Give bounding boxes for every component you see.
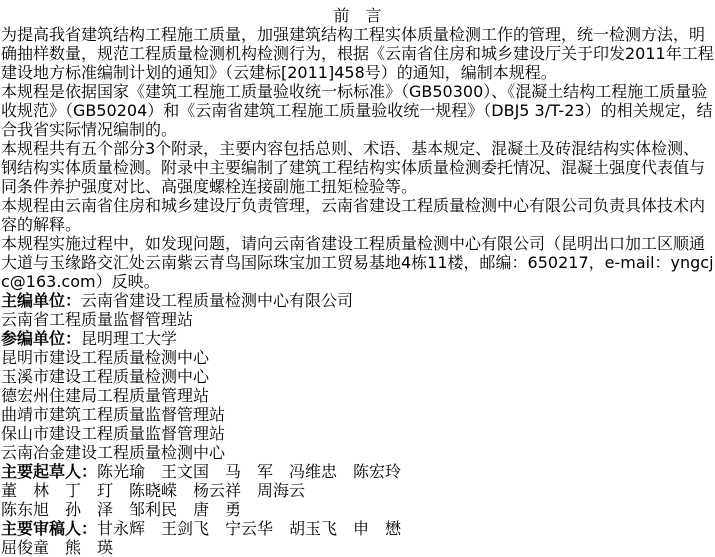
paragraph-basis: 本规程是依据国家《建筑工程施工质量验收统一标标准》（GB50300）、《混凝土结构工程施工质量验收规范》（GB50204）和《云南省建筑工程施工质量验收统一规程》（DBJ5 3/T-23）的相关规定，结合我省实际情况编制的。 bbox=[1, 82, 713, 139]
paragraph-feedback: 本规程实施过程中，如发现问题，请向云南省建设工程质量检测中心有限公司（昆明出口加工区顺通大道与玉缘路交汇处云南紫云青鸟国际珠宝加工贸易基地4栋11楼，邮编：650217，e-mail：yngcjc@163.com）反映。 bbox=[1, 234, 714, 291]
reviewers-row-1: 屈俊童 熊 瑛 bbox=[1, 538, 114, 557]
drafters-line bbox=[1, 462, 714, 481]
participating-line bbox=[1, 329, 714, 348]
chief-editor-unit-1: 云南省工程质量监督管理站 bbox=[1, 310, 194, 329]
drafters-row-2: 陈东旭 孙 泽 邹利民 唐 勇 bbox=[1, 500, 242, 519]
reviewers-line bbox=[1, 519, 714, 538]
participating-unit-2: 玉溪市建设工程质量检测中心 bbox=[1, 367, 210, 386]
chief-editor-label: 主编单位： bbox=[1, 291, 82, 310]
chief-editor-line bbox=[1, 291, 714, 310]
paragraph-intro: 为提高我省建筑结构工程施工质量，加强建筑结构工程实体质量检测工作的管理，统一检测方法，明确抽样数量，规范工程质量检测机构检测行为，根据《云南省住房和城乡建设厅关于印发2011年工程建设地方标准编制计划的通知》（云建标[2011]458号）的通知，编制本规程。 bbox=[1, 25, 714, 82]
drafters-label: 主要起草人： bbox=[1, 462, 98, 481]
participating-unit-0: 昆明理工大学 bbox=[81, 329, 178, 348]
participating-unit-5: 保山市建设工程质量监督管理站 bbox=[1, 424, 226, 443]
drafters-row-0: 陈光瑜 王文国 马 军 冯维忠 陈宏玲 bbox=[97, 462, 402, 481]
participating-unit-4: 曲靖市建筑工程质量监督管理站 bbox=[1, 405, 226, 424]
drafters-row-1: 董 林 丁 玎 陈晓嵘 杨云祥 周海云 bbox=[1, 481, 306, 500]
participating-unit-1: 昆明市建设工程质量检测中心 bbox=[1, 348, 210, 367]
reviewers-label: 主要审稿人： bbox=[1, 519, 98, 538]
paragraph-contents: 本规程共有五个部分3个附录，主要内容包括总则、术语、基本规定、混凝土及砖混结构实体检测、钢结构实体质量检测。附录中主要编制了建筑工程结构实体质量检测委托情况、混凝土强度代表值与同条件养护强度对比、高强度螺栓连接副施工扭矩检验等。 bbox=[1, 139, 706, 196]
page-title: 前 言 bbox=[333, 6, 382, 25]
paragraph-management: 本规程由云南省住房和城乡建设厅负责管理，云南省建设工程质量检测中心有限公司负责具体技术内容的解释。 bbox=[1, 196, 706, 234]
chief-editor-unit-0: 云南省建设工程质量检测中心有限公司 bbox=[81, 291, 354, 310]
reviewers-row-0: 甘永辉 王剑飞 宁云华 胡玉飞 申 懋 bbox=[97, 519, 402, 538]
participating-unit-3: 德宏州住建局工程质量管理站 bbox=[1, 386, 210, 405]
participating-unit-6: 云南冶金建设工程质量检测中心 bbox=[1, 443, 226, 462]
participating-label: 参编单位： bbox=[1, 329, 82, 348]
